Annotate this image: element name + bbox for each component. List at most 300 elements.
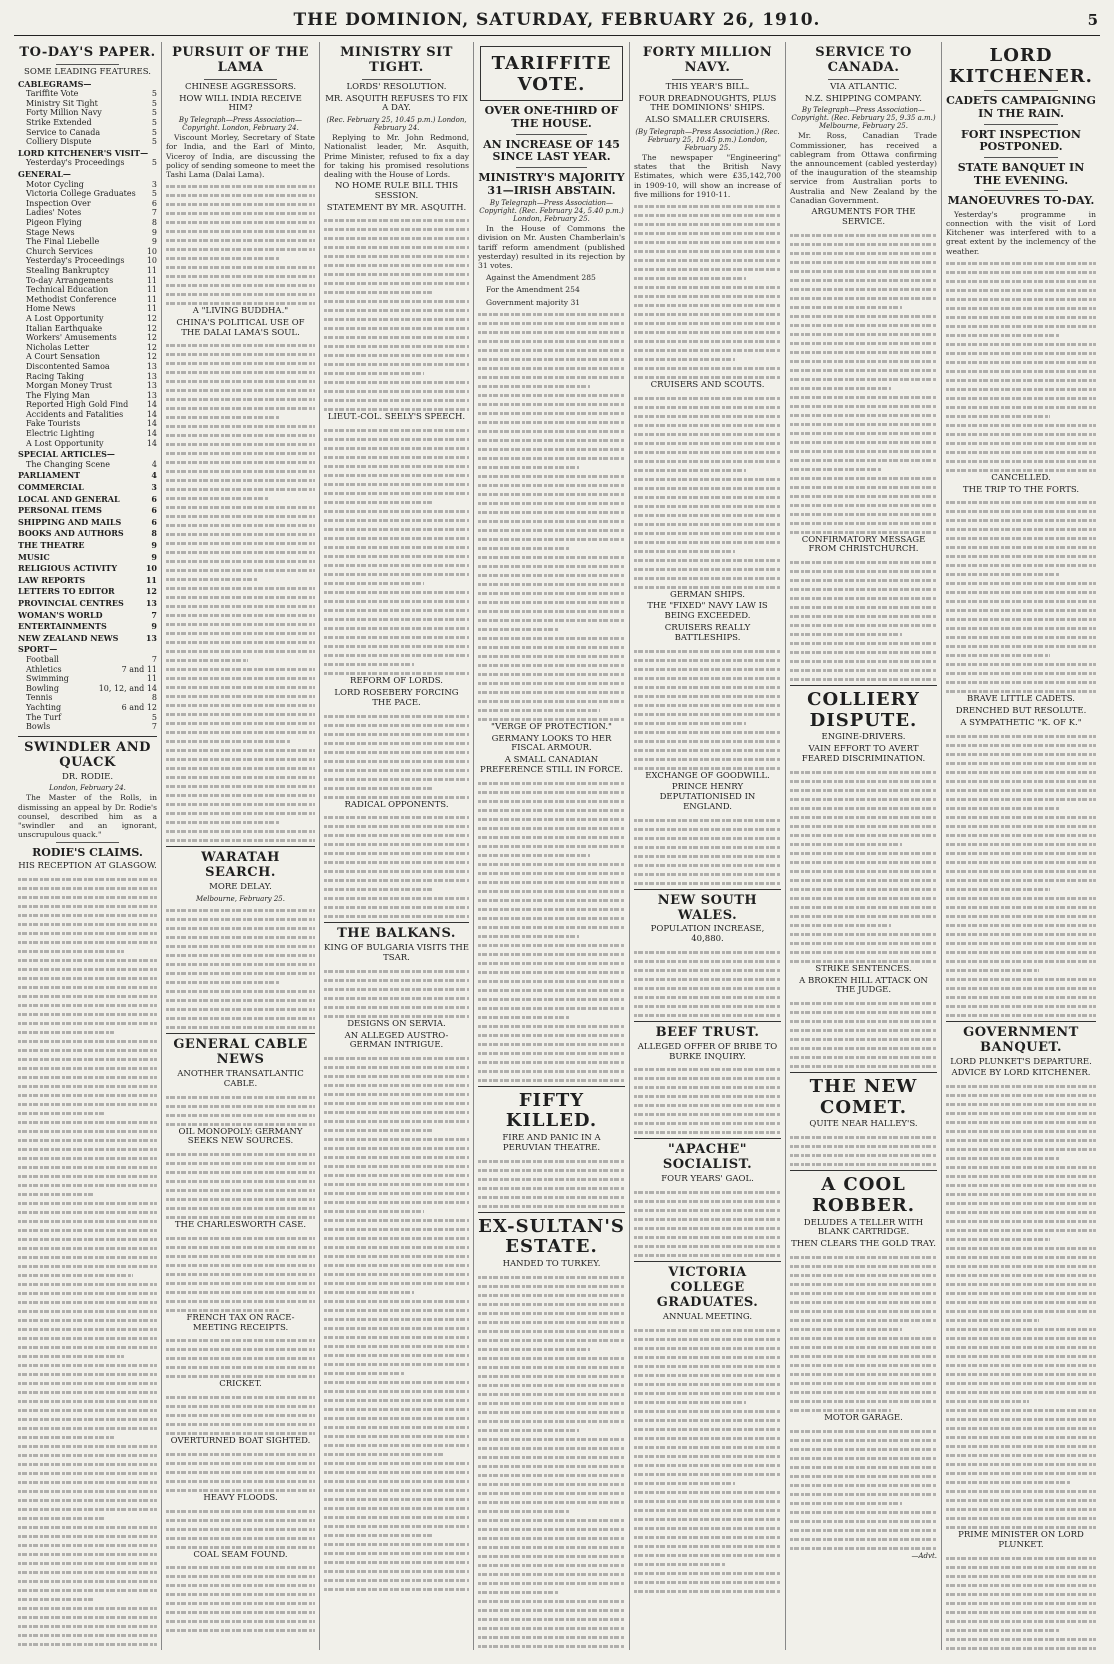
text-line	[324, 1570, 469, 1573]
text-line	[478, 1474, 625, 1477]
text-line	[946, 960, 1096, 963]
text-line	[478, 484, 625, 487]
contents-item	[18, 304, 157, 314]
text-line	[946, 1139, 1096, 1142]
text-line	[790, 843, 902, 846]
text-line	[324, 408, 469, 411]
text-line	[324, 345, 469, 348]
text-line	[166, 1237, 315, 1240]
text-line	[18, 1400, 157, 1403]
story-sub: OIL MONOPOLY: GERMANY SEEKS NEW SOURCES.	[178, 1126, 303, 1147]
text-line	[324, 399, 469, 402]
text-line	[324, 1534, 434, 1537]
text-line	[790, 1283, 937, 1286]
story-sub: PRINCE HENRY DEPUTATIONISED IN ENGLAND.	[659, 782, 756, 812]
text-line	[324, 1408, 469, 1411]
contents-item-page: 7	[151, 654, 157, 664]
text-line	[946, 298, 1096, 301]
text-line	[166, 812, 315, 815]
text-line	[166, 990, 315, 993]
text-line	[790, 369, 937, 372]
text-line	[634, 397, 781, 400]
text-line	[324, 888, 434, 891]
text-line	[790, 1520, 937, 1523]
contents-item-label: Church Services	[26, 246, 93, 256]
column-4	[474, 42, 630, 1650]
text-line	[166, 1008, 315, 1011]
contents-item-label: Football	[26, 654, 59, 664]
text-line	[634, 223, 781, 226]
text-line	[478, 691, 625, 694]
story-heading: SWINDLER AND QUACK	[24, 739, 151, 770]
text-line	[946, 1301, 1096, 1304]
text-line	[790, 633, 902, 636]
text-line	[790, 933, 937, 936]
text-line	[324, 1336, 469, 1339]
text-line	[478, 655, 625, 658]
story-sub: RADICAL OPPONENTS.	[344, 799, 449, 810]
text-line	[946, 1391, 1096, 1394]
text-line	[166, 1096, 315, 1099]
text-line	[946, 280, 1096, 283]
text-line	[18, 1184, 157, 1187]
text-line	[324, 645, 469, 648]
text-line	[946, 924, 1096, 927]
text-line	[634, 277, 746, 280]
text-line	[324, 1453, 444, 1456]
text-line	[478, 1573, 625, 1576]
story-sub: DR. RODIE.	[61, 771, 114, 782]
contents-item-label: SHIPPING AND MAILS	[18, 516, 122, 527]
text-line	[18, 1472, 157, 1475]
text-block	[790, 1430, 937, 1550]
text-line	[324, 733, 469, 736]
text-line	[324, 1417, 469, 1420]
contents-item-label: Stealing Bankruptcy	[26, 265, 110, 275]
text-line	[478, 836, 625, 839]
text-line	[634, 1383, 781, 1386]
contents-item-page: 9	[151, 227, 157, 237]
story-sub: THE "FIXED" NAVY LAW IS BEING EXCEEDED.	[647, 601, 768, 622]
text-line	[946, 1265, 1096, 1268]
text-line	[790, 1502, 902, 1505]
text-line	[324, 381, 469, 384]
text-block	[946, 1557, 1096, 1650]
contents-item-page: 14	[146, 400, 157, 410]
text-line	[166, 212, 315, 215]
text-line	[166, 749, 315, 752]
text-line	[478, 394, 625, 397]
story-heading: COLLIERY DISPUTE.	[807, 689, 920, 731]
text-line	[478, 529, 625, 532]
text-line	[18, 1607, 157, 1610]
text-line	[790, 1466, 937, 1469]
text-line	[324, 672, 469, 675]
text-line	[478, 854, 590, 857]
text-line	[946, 1566, 1096, 1569]
text-line	[946, 1593, 1096, 1596]
text-line	[478, 1061, 625, 1064]
text-line	[324, 1264, 469, 1267]
text-block	[324, 816, 469, 918]
text-line	[324, 1327, 469, 1330]
text-line	[634, 1428, 781, 1431]
text-line	[166, 1375, 315, 1378]
newspaper-page	[14, 10, 1100, 1650]
contents-item-label: Bowls	[26, 722, 51, 732]
text-line	[946, 771, 1096, 774]
text-line	[634, 1509, 781, 1512]
text-line	[634, 1446, 781, 1449]
contents-item-label: RELIGIOUS ACTIVITY	[18, 563, 118, 574]
story-sub: MANOEUVRES TO-DAY.	[947, 194, 1095, 208]
text-line	[634, 250, 781, 253]
text-block	[166, 909, 315, 1029]
contents-item-page: 9	[151, 551, 157, 562]
contents-item-page: 11	[146, 294, 157, 304]
text-line	[166, 1611, 315, 1614]
text-line	[324, 1084, 469, 1087]
text-line	[324, 1093, 469, 1096]
text-line	[478, 989, 625, 992]
text-line	[790, 522, 937, 525]
text-line	[946, 433, 1096, 436]
text-line	[478, 628, 559, 631]
story-sub: ALSO SMALLER CRUISERS.	[645, 115, 770, 126]
masthead-title: THE DOMINION, SATURDAY, FEBRUARY 26, 1910.	[293, 10, 821, 30]
text-line	[634, 268, 781, 271]
text-line	[946, 753, 1096, 756]
text-line	[166, 1309, 279, 1312]
text-line	[946, 271, 1096, 274]
text-line	[166, 767, 315, 770]
story-heading: GENERAL CABLE NEWS	[173, 1037, 308, 1068]
text-line	[18, 1409, 157, 1412]
text-line	[946, 1611, 1096, 1614]
column-6	[786, 42, 942, 1650]
text-block	[166, 185, 315, 305]
text-line	[18, 1049, 157, 1052]
contents-item	[18, 247, 157, 257]
text-line	[634, 1209, 781, 1212]
text-line	[18, 1598, 94, 1601]
contents-item-page: 5	[151, 712, 157, 722]
text-line	[634, 1473, 781, 1476]
text-line	[324, 1228, 469, 1231]
text-line	[166, 821, 279, 824]
text-line	[478, 376, 625, 379]
text-line	[166, 668, 315, 671]
text-line	[946, 1602, 1096, 1605]
text-line	[634, 1518, 781, 1521]
text-line	[18, 1391, 157, 1394]
text-line	[946, 1202, 1096, 1205]
text-line	[324, 1120, 469, 1123]
contents-item-label: Swimming	[26, 674, 69, 684]
text-line	[166, 344, 315, 347]
text-line	[790, 588, 937, 591]
story-sub: HIS RECEPTION AT GLASGOW.	[18, 861, 157, 871]
text-block	[324, 970, 469, 1018]
text-line	[634, 1095, 781, 1098]
text-line	[18, 1013, 157, 1016]
text-line	[946, 343, 1096, 346]
text-line	[18, 1256, 157, 1259]
text-line	[478, 1169, 625, 1172]
text-line	[946, 1112, 1096, 1115]
story-sub: STATEMENT BY MR. ASQUITH.	[326, 202, 467, 213]
text-line	[478, 1645, 625, 1648]
text-line	[166, 1273, 315, 1276]
text-line	[946, 1220, 1096, 1223]
text-line	[946, 1247, 1096, 1250]
story-sub: "VERGE OF PROTECTION."	[491, 721, 612, 732]
text-line	[946, 906, 1096, 909]
text-line	[478, 1016, 569, 1019]
text-line	[790, 1002, 937, 1005]
story-sub: FRENCH TAX ON RACE-MEETING RECEIPTS.	[186, 1312, 295, 1333]
text-line	[790, 423, 937, 426]
story-sub: CADETS CAMPAIGNING IN THE RAIN.	[946, 94, 1096, 121]
contents-item-page: 6	[151, 516, 157, 527]
contents-item	[18, 460, 157, 470]
text-line	[790, 771, 937, 774]
text-line	[790, 450, 937, 453]
text-line	[634, 1581, 781, 1584]
text-line	[324, 1255, 469, 1258]
text-line	[946, 897, 1096, 900]
text-line	[634, 1113, 781, 1116]
story-sub: THEN CLEARS THE GOLD TRAY.	[791, 1239, 936, 1250]
text-line	[18, 1265, 157, 1268]
text-line	[634, 1374, 781, 1377]
contents-item-page: 10	[145, 563, 157, 574]
text-line	[946, 645, 1096, 648]
story-sub: COAL SEAM FOUND.	[193, 1549, 288, 1560]
text-line	[790, 606, 937, 609]
text-line	[790, 378, 937, 381]
story-heading: PURSUIT OF THE LAMA	[172, 45, 309, 75]
text-line	[166, 284, 315, 287]
text-line	[634, 340, 781, 343]
text-line	[634, 367, 781, 370]
contents-item	[18, 410, 157, 420]
contents-item	[18, 506, 157, 516]
text-line	[166, 461, 315, 464]
text-line	[946, 672, 1096, 675]
text-line	[478, 1160, 625, 1163]
text-line	[478, 1510, 569, 1513]
text-line	[634, 668, 781, 671]
text-line	[478, 1627, 625, 1630]
text-line	[18, 1067, 157, 1070]
text-line	[634, 577, 781, 580]
story-sub: AN INCREASE OF 145 SINCE LAST YEAR.	[483, 137, 620, 164]
text-line	[478, 1636, 625, 1639]
text-line	[166, 1300, 315, 1303]
text-line	[478, 457, 625, 460]
contents-item-label: BOOKS AND AUTHORS	[18, 528, 124, 539]
text-line	[946, 1319, 1039, 1322]
text-line	[18, 1229, 157, 1232]
masthead	[14, 10, 1100, 36]
text-line	[324, 796, 469, 799]
text-line	[166, 999, 315, 1002]
text-line	[790, 1493, 937, 1496]
text-line	[634, 433, 781, 436]
story-text: The newspaper "Engineering" states that the British Navy Estimates, which were £35,142,700 in 1909-10, will show an increase of five millions for 1910-11.	[634, 152, 781, 199]
text-line	[946, 690, 1096, 693]
text-line	[790, 1457, 937, 1460]
text-line	[166, 1423, 315, 1426]
text-line	[634, 313, 781, 316]
text-line	[324, 519, 469, 522]
text-block	[946, 1085, 1096, 1529]
text-block	[790, 561, 937, 681]
text-line	[166, 1180, 315, 1183]
contents-item-label: Morgan Money Trust	[26, 381, 113, 391]
text-line	[790, 477, 937, 480]
text-line	[790, 807, 937, 810]
text-line	[946, 789, 1096, 792]
text-line	[790, 1547, 937, 1550]
story-heading: THE BALKANS.	[337, 926, 456, 942]
text-line	[634, 1437, 781, 1440]
contents-item	[18, 471, 157, 481]
text-line	[478, 881, 625, 884]
text-line	[324, 246, 469, 249]
text-line	[324, 564, 469, 567]
text-line	[324, 1444, 469, 1447]
text-block	[166, 1566, 315, 1632]
text-line	[946, 618, 1096, 621]
text-line	[166, 1357, 315, 1360]
text-line	[166, 398, 315, 401]
text-line	[790, 1301, 937, 1304]
text-block	[790, 771, 937, 963]
text-line	[478, 1079, 625, 1082]
text-line	[478, 1205, 625, 1208]
text-line	[18, 1346, 157, 1349]
text-line	[790, 1511, 937, 1514]
text-line	[790, 1020, 937, 1023]
text-line	[790, 396, 937, 399]
text-line	[166, 1519, 315, 1522]
text-line	[18, 1292, 157, 1295]
contents-item-label: The Changing Scene	[26, 459, 111, 469]
text-line	[634, 996, 781, 999]
contents-item-label: GENERAL—	[18, 169, 71, 180]
contents-item	[18, 439, 157, 449]
text-block	[634, 1068, 781, 1134]
text-line	[324, 1138, 469, 1141]
text-line	[166, 389, 315, 392]
text-line	[324, 1057, 469, 1060]
text-line	[634, 1554, 781, 1557]
story-sub: DRENCHED BUT RESOLUTE.	[955, 706, 1087, 717]
story-text: Mr. Ross, Canadian Trade Commissioner, has received a cablegram from Ottawa confirming the announcement (cabled yesterday) of the inauguration of the steamship service from Australian ports to Australia and New Zealand by the Canadian Government.	[790, 131, 937, 205]
contents-item-page: 12	[145, 586, 157, 597]
contents-item-label: Athletics	[26, 664, 62, 674]
text-line	[324, 1237, 469, 1240]
text-line	[18, 1301, 157, 1304]
text-line	[790, 1364, 937, 1367]
contents-item	[18, 189, 157, 199]
text-block	[166, 1153, 315, 1219]
contents-item	[18, 170, 157, 180]
story-sub: DELUDES A TELLER WITH BLANK CARTRIDGE.	[803, 1217, 924, 1238]
text-line	[324, 1435, 469, 1438]
text-line	[324, 237, 469, 240]
text-line	[166, 194, 315, 197]
text-line	[946, 663, 1096, 666]
contents-item	[18, 529, 157, 539]
text-line	[478, 547, 569, 550]
text-line	[790, 1337, 937, 1340]
text-line	[634, 1086, 781, 1089]
text-line	[478, 818, 625, 821]
text-line	[634, 1254, 781, 1257]
text-line	[18, 1643, 157, 1646]
text-line	[478, 448, 625, 451]
text-line	[946, 888, 1050, 891]
text-line	[18, 1535, 157, 1538]
text-line	[790, 360, 937, 363]
text-line	[478, 1555, 625, 1558]
text-line	[790, 615, 937, 618]
contents-item	[18, 180, 157, 190]
text-line	[946, 1337, 1096, 1340]
text-line	[478, 1438, 625, 1441]
text-line	[790, 1145, 937, 1148]
text-line	[790, 1256, 937, 1259]
text-line	[166, 1207, 315, 1210]
text-line	[324, 1543, 469, 1546]
text-line	[478, 1330, 625, 1333]
text-line	[946, 555, 1096, 558]
text-line	[634, 740, 781, 743]
text-block	[634, 1329, 781, 1593]
story-sub: MORE DELAY.	[209, 882, 272, 893]
text-line	[946, 1418, 1096, 1421]
text-line	[946, 1526, 1096, 1529]
text-line	[790, 561, 937, 564]
story-sub: OVER ONE-THIRD OF THE HOUSE.	[484, 104, 619, 131]
text-line	[324, 372, 424, 375]
text-line	[790, 243, 937, 246]
contents-item-page	[154, 149, 157, 159]
text-line	[634, 846, 781, 849]
text-line	[324, 760, 469, 763]
story-sub: CRICKET.	[219, 1379, 262, 1390]
text-line	[324, 715, 469, 718]
text-line	[946, 816, 1096, 819]
text-line	[18, 1328, 157, 1331]
text-line	[634, 1500, 781, 1503]
contents-item-label: CABLEGRAMS—	[18, 78, 92, 89]
text-line	[18, 1445, 157, 1448]
text-block	[478, 1160, 625, 1208]
text-line	[946, 1328, 1096, 1331]
text-line	[478, 1528, 625, 1531]
text-line	[478, 313, 625, 316]
text-block	[166, 1453, 315, 1492]
text-line	[478, 1456, 625, 1459]
text-line	[18, 1499, 157, 1502]
story-text: Replying to Mr. John Redmond, Nationalist leader, Mr. Asquith, Prime Minister, refused to fix a day for taking his promised resolutions dealing with the House of Lords.	[324, 133, 469, 179]
story-text: In the House of Commons the division on Mr. Austen Chamberlain's tariff reform amendment (published yesterday) resulted in its rejection by 31 votes.	[478, 224, 625, 271]
text-line	[946, 397, 1096, 400]
